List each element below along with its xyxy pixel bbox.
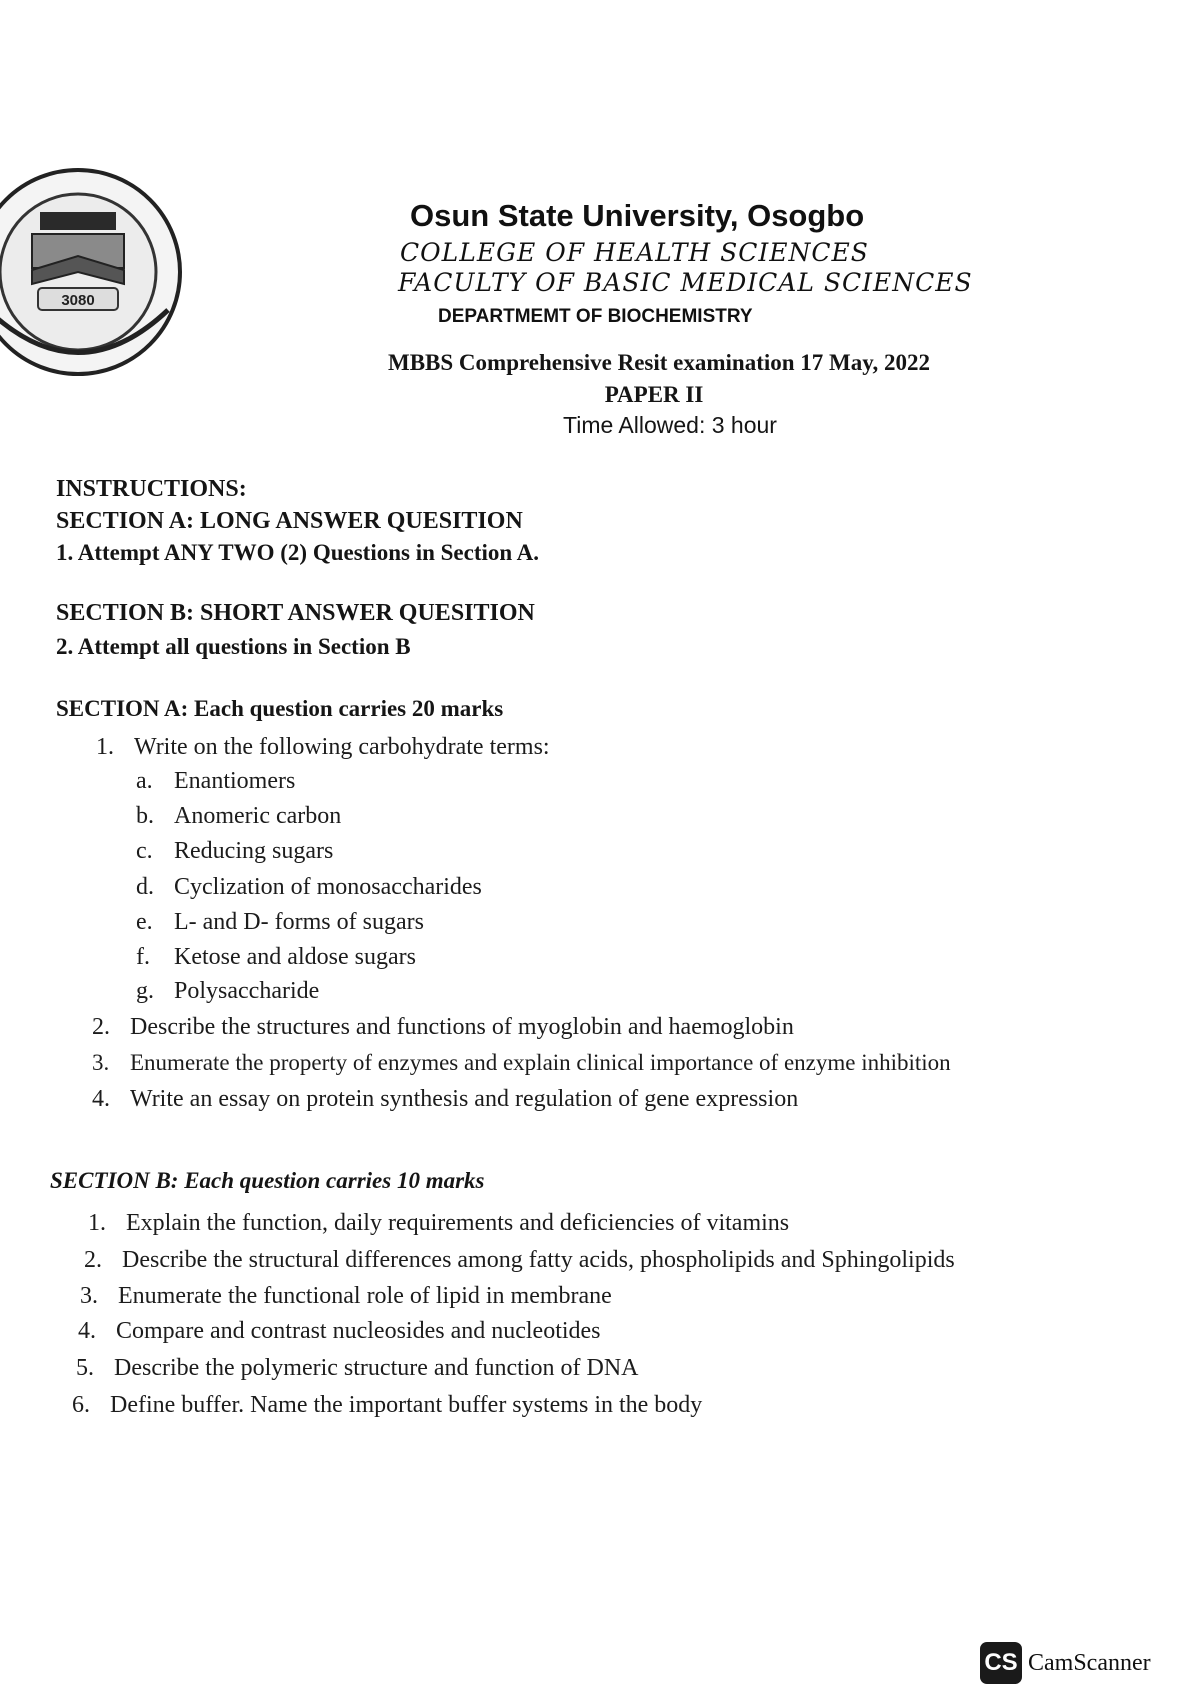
college-name: COLLEGE OF HEALTH SCIENCES [400, 238, 869, 267]
instructions-section-a-heading: SECTION A: LONG ANSWER QUESITION [56, 508, 523, 534]
section-a-question-1: 1. Write on the following carbohydrate terms: [96, 734, 550, 760]
instructions-section-b-heading: SECTION B: SHORT ANSWER QUESITION [56, 600, 535, 626]
university-name: Osun State University, Osogbo [410, 198, 865, 233]
time-allowed: Time Allowed: 3 hour [563, 412, 777, 438]
seal-year: 3080 [61, 292, 95, 309]
section-b-question-4: 4. Compare and contrast nucleosides and nucleotides [78, 1318, 601, 1344]
paper-number: PAPER II [604, 382, 704, 407]
section-b-question-5: 5. Describe the polymeric structure and function of DNA [76, 1355, 639, 1381]
list-item: a. Enantiomers [136, 768, 296, 794]
university-seal-logo [0, 160, 185, 385]
camscanner-name: CamScanner [1028, 1650, 1151, 1676]
section-b-question-6: 6. Define buffer. Name the important buffer systems in the body [72, 1392, 703, 1418]
section-a-heading: SECTION A: Each question carries 20 marks [56, 696, 504, 721]
list-item: e. L- and D- forms of sugars [136, 909, 424, 935]
exam-title: MBBS Comprehensive Resit examination 17 May, 2022 [388, 350, 930, 375]
section-a-question-4: 4. Write an essay on protein synthesis and regulation of gene expression [92, 1086, 799, 1112]
instructions-title: INSTRUCTIONS: [56, 476, 247, 502]
department-name: DEPARTMEMT OF BIOCHEMISTRY [438, 306, 753, 327]
section-a-question-3: 3. Enumerate the property of enzymes and explain clinical importance of enzyme inhibition [92, 1050, 951, 1075]
faculty-name: FACULTY OF BASIC MEDICAL SCIENCES [398, 268, 973, 297]
list-item: b. Anomeric carbon [136, 803, 342, 829]
list-item: d. Cyclization of monosaccharides [136, 874, 482, 900]
section-b-question-2: 2. Describe the structural differences among fatty acids, phospholipids and Sphingolipids [84, 1247, 955, 1273]
camscanner-logo-icon: CS [980, 1642, 1022, 1684]
section-b-question-1: 1. Explain the function, daily requirements and deficiencies of vitamins [88, 1210, 790, 1236]
list-item: c. Reducing sugars [136, 838, 334, 864]
list-item: f. Ketose and aldose sugars [136, 944, 416, 970]
section-b-question-3: 3. Enumerate the functional role of lipid in membrane [80, 1283, 612, 1309]
instructions-section-b-rule: 2. Attempt all questions in Section B [56, 634, 411, 659]
section-a-question-2: 2. Describe the structures and functions of myoglobin and haemoglobin [92, 1014, 794, 1040]
instructions-section-a-rule: 1. Attempt ANY TWO (2) Questions in Section A. [56, 540, 540, 565]
section-b-heading: SECTION B: Each question carries 10 marks [50, 1168, 485, 1193]
list-item: g. Polysaccharide [136, 978, 320, 1004]
